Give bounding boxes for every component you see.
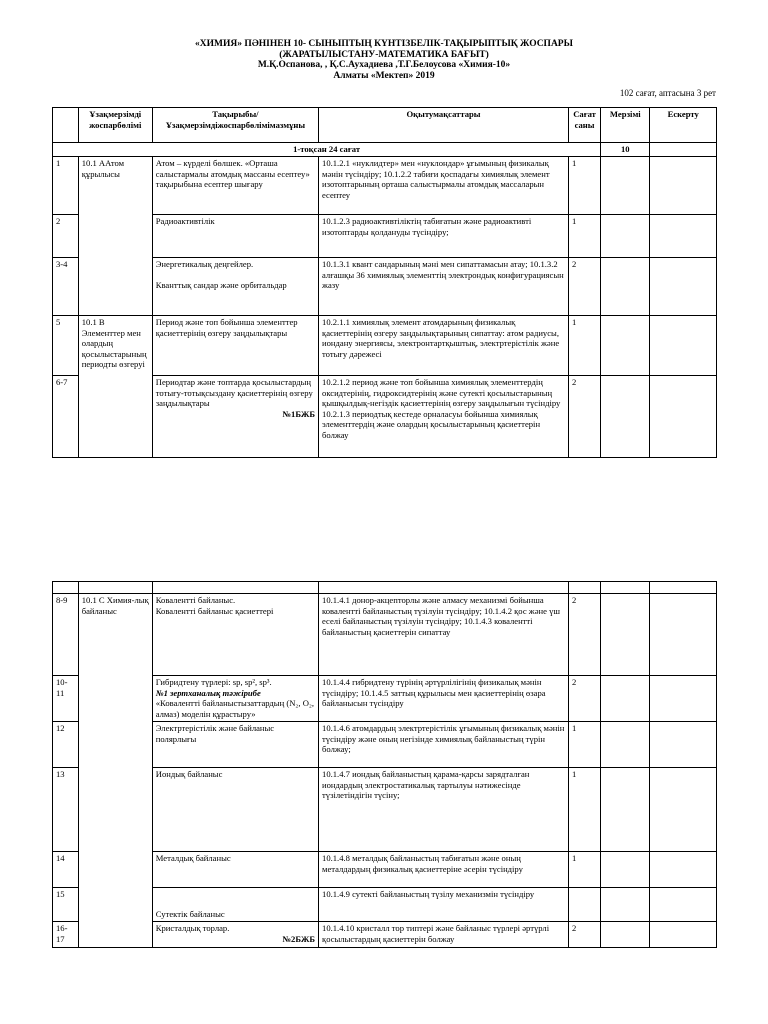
plan-authors: М.Қ.Оспанова, , Қ.С.Аухадиева ,Т.Г.Белоусова «Химия-10» — [257, 60, 511, 70]
quarter-row — [53, 143, 717, 157]
table-row: 15 Сутектік байланыс 10.1.4.9 сутекті байланыстың түзілу механизмін түсіндіру — [53, 888, 717, 922]
col-topic-header: Тақырыбы/ Ұзақмерзімдіжоспарбөлімімазмұны — [152, 108, 318, 143]
assessment-note: №1БЖБ — [282, 408, 316, 419]
table-row: 3-4 Энергетикалық деңгейлер. Кванттық сандар және орбитальдар 10.1.3.1 квант сандарының мәні мен сипаттамасын атау; 10.1.3.2 алғашқы 36 химиялық элементтің электрондық конфигурациясын жазу 2 — [53, 258, 717, 316]
plan-direction: (ЖАРАТЫЛЫСТАНУ-МАТЕМАТИКА БАҒЫТ) — [279, 50, 489, 60]
col-note-header: Ескерту — [650, 108, 717, 143]
table-row: 16-17 Кристалдық торлар. №2БЖБ 10.1.4.10 кристалл тор типтері және байланыс түрлері әртүрлі қосылыстардың қасиеттерін болжау 2 — [53, 922, 717, 948]
col-hours-header: Сағат саны — [568, 108, 600, 143]
col-section-header: Ұзақмерзімді жоспарбөлімі — [78, 108, 152, 143]
assessment-note: №2БЖБ — [282, 933, 316, 944]
table-header-row — [53, 108, 717, 143]
table-row: 8-9 10.1 С Химия-лық байланыс Ковалентті байланыс. Ковалентті байланыс қасиеттері 10.1.4.1 донор-акцепторлы және алмасу механизмі бойынша ковалентті байланыстың түзілуін түсіндіру; 10.1.4.2 қос және үш еселі байланыстың түзілуін түсіндіру; 10.1.4.3 ковалентті байланыстың қасиеттерін сипаттау 2 — [53, 594, 717, 676]
table-row: 2 Радиоактивтілік 10.1.2.3 радиоактивтіліктің табиғатын және радиоактивті изотоптарды қолдануды түсіндіру; 1 — [53, 215, 717, 258]
table-row: 1 10.1 ААтом құрылысы Атом – күрделі бөлшек. «Орташа салыстармалы атомдық массаны есептеу» тақырыбына есептер шығару 10.1.2.1 «нуклидтер» мен «нуклондар» ұғымының физикалық мәнін түсіндіру; 10.1.2.2 табиғи қоспадағы химиялық элемент изотоптарының орташа салыстырмалы атомдық массаларын есептеу 1 — [53, 157, 717, 215]
section-cell: 10.1 С Химия-лық байланыс — [78, 594, 152, 948]
plan-table-1 — [52, 107, 717, 458]
table-header-row — [53, 582, 717, 594]
table-row: 14 Металдық байланыс 10.1.4.8 металдық байланыстың табиғатын және оның металдардың физикалық қасиеттеріне әсерін түсіндіру 1 — [53, 852, 717, 888]
table-row: 5 10.1 В Элементтер мен олардың қосылыстарының периодты өзгеруі Период және топ бойынша элементтер қасиеттерінің өзгеру заңдылықтары 10.2.1.1 химиялық элемент атомдарының физикалық қасиеттерінің өзгеру заңдылықтарының сипаттау: атом радиусы, иондану энергиясы, электронтартқыштық, электртерістілік және тотығу дәрежесі 1 — [53, 316, 717, 376]
plan-title: «ХИМИЯ» ПӘНІНЕН 10- СЫНЫПТЫҢ КҮНТІЗБЕЛІК-ТАҚЫРЫПТЫҚ ЖОСПАРЫ — [195, 39, 573, 49]
total-hours: 102 сағат, аптасына 3 рет — [619, 88, 716, 98]
table-row: 10-11 Гибридтену түрлері: sp, sp², sp³. №1 зертханалық тәжірибе «Ковалентті байланыстызаттардың (N₂, O₂, алмаз) моделін құрастыру» 10.1.4.4 гибридтену түрінің әртүрлілігінің физикалық мәнін түсіндіру; 10.1.4.5 заттың құрылысы мен қасиеттерінің өзара байланысын түсіндіру 2 — [53, 676, 717, 722]
col-term-header: Мерзімі — [601, 108, 650, 143]
table-row: 13 Иондық байланыс 10.1.4.7 иондық байланыстың қарама-қарсы зарядталған иондардың электростатикалық тартылуы нәтижесінде түзілетіндігін түсіну; 1 — [53, 768, 717, 852]
section-cell: 10.1 В Элементтер мен олардың қосылыстарының периодты өзгеруі — [78, 316, 152, 458]
section-cell: 10.1 ААтом құрылысы — [78, 157, 152, 316]
lab-work-label: №1 зертханалық тәжірибе — [155, 687, 261, 698]
col-num-header — [53, 108, 79, 143]
quarter-label: 1-тоқсан 24 сағат — [53, 143, 601, 157]
quarter-term: 10 — [601, 143, 650, 157]
table-row: 12 Электртерістілік және байланыс полярлығы 10.1.4.6 атомдардың электртерістілік ұғымының физикалық мәнін түсіндіру және оның негізінде химиялық байланыстың түрін болжау; 1 — [53, 722, 717, 768]
plan-table-2 — [52, 581, 717, 948]
col-goals-header: Оқытумақсаттары — [319, 108, 569, 143]
table-row: 6-7 Периодтар және топтарда қосылыстардың тотығу-тотықсыздану қасиеттерінің өзгеру заңдылықтары №1БЖБ 10.2.1.2 период және топ бойынша химиялық элементтердің оксидтерінің, гидроксидтерінің және сутекті қосылыстарының қышқылдық-негіздік қасиеттерінің өзгеру заңдылығын түсіндіру 10.2.1.3 периодтық кестеде орналасуы бойынша химиялық элементтердің және олардың қосылыстарының қасиеттерін болжау 2 — [53, 376, 717, 458]
plan-publisher: Алматы «Мектеп» 2019 — [333, 71, 435, 81]
